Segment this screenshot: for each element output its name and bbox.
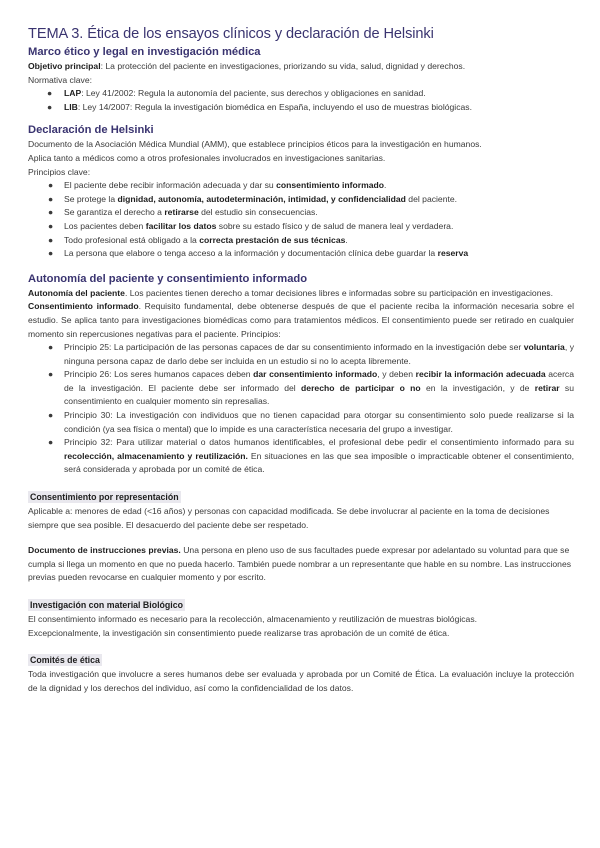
principios-list [28,179,574,261]
list-item [28,409,574,436]
representacion-heading: Consentimiento por representación [30,492,179,503]
instrucciones-previas-paragraph [28,544,574,585]
objetivo-label: Objetivo principal [28,61,101,71]
list-item-text: : Ley 14/2007: Regula la investigación biomédica en España, incluyendo el uso de muestras biológicas. [77,101,472,112]
text-bold: facilitar los datos [145,220,217,231]
helsinki-paragraph-1: Documento de la Asociación Médica Mundial (AMM), que establece principios éticos para la investigación en humanos. [28,139,482,150]
text-bold: derecho de participar o no [301,382,421,393]
list-item [28,368,574,409]
autonomia-text: . Los pacientes tienen derecho a tomar decisiones libres e informadas sobre su participación en investigaciones. [124,287,553,298]
consentimiento-paragraph [28,300,574,341]
material-biologico-heading: Investigación con material Biológico [30,600,184,610]
bullet-icon: ● [48,369,54,380]
text: Principio 26: Los seres humanos capaces deben [64,369,254,380]
list-item [28,234,574,248]
list-item-bold: LIB [64,101,78,112]
bullet-icon: ● [48,180,54,191]
text-bold: consentimiento informado [276,180,385,191]
bullet-icon: ● [48,234,54,245]
text: Principio 32: Para utilizar material o datos humanos identificables, el profesional debe pedir el consentimiento informado para su [64,437,574,448]
bullet-icon: ● [48,193,54,204]
list-item [28,341,574,368]
text: del estudio sin consecuencias. [198,207,318,218]
text-bold: dignidad, autonomía, autodeterminación, intimidad, y confidencialidad [117,193,406,204]
comites-text: Toda investigación que involucre a seres humanos debe ser evaluada y aprobada por un Comité de Ética. La evaluación incluye la protección de la dignidad y los derechos del individuo, así como la confidencialidad de los datos. [28,669,574,693]
text: El paciente debe recibir información adecuada y dar su [64,180,277,191]
objetivo-text: : La protección del paciente en investigaciones, priorizando su vida, salud, dignidad y derechos. [100,61,466,71]
text: Principio 25: La participación de las personas capaces de dar su consentimiento informado en la investigación debe ser [64,342,524,353]
bullet-icon: ● [48,342,54,353]
material-biologico-text-1: El consentimiento informado es necesario para la recolección, almacenamiento y reutilización de muestras biológicas. [28,614,478,624]
text-bold: recolección, almacenamiento y reutilización. [64,450,248,461]
section-heading-marco: Marco ético y legal en investigación médica [28,46,261,58]
text-bold: voluntaria [523,342,565,353]
helsinki-paragraph-2: Aplica tanto a médicos como a otros profesionales involucrados en investigaciones sanitarias. [28,152,386,163]
autonomia-paragraph [28,287,574,301]
list-item [28,436,574,477]
text-bold: reserva [437,248,469,259]
page-title: TEMA 3. Ética de los ensayos clínicos y declaración de Helsinki [28,26,434,42]
instrucciones-text: Una persona en pleno uso de sus facultades puede expresar por adelantado su voluntad para que se cumpla si llega un momento en que no pueda hacerlo. También puede nombrar a un representante que hable en su nombre. Las instrucciones previas pueden revocarse en cualquier momento y por escrito. [28,545,572,583]
normativa-label: Normativa clave: [28,74,92,85]
list-item [28,179,574,193]
text-bold: dar consentimiento informado [253,369,378,380]
text: del paciente. [405,193,458,204]
consentimiento-text: . Requisito fundamental, debe obtenerse después de que el paciente reciba la información necesaria sobre el estudio. Se aplica tanto para investigaciones biomédicas como para tratamientos médicos. El consentimiento puede ser retirado en cualquier momento sin repercusiones negativas para el paciente. Principios: [28,301,574,339]
bullet-icon: ● [47,88,53,99]
text-bold: retirar [534,382,560,393]
objetivo-paragraph [28,60,574,74]
text-bold: recibir la información adecuada [415,369,546,380]
list-item [28,206,574,220]
list-item [28,220,574,234]
principios-label: Principios clave: [28,166,91,177]
text-bold: retirarse [164,207,199,218]
text: su consentimiento en cualquier momento sin represalias. [64,382,575,407]
bullet-icon: ● [48,220,54,231]
text: Se garantiza el derecho a [64,207,165,218]
text-bold: correcta prestación de sus técnicas [199,234,346,245]
autonomia-label: Autonomía del paciente [28,287,125,298]
text: Todo profesional está obligado a la [64,234,200,245]
section-heading-autonomia: Autonomía del paciente y consentimiento informado [28,272,308,285]
consentimiento-label: Consentimiento informado [28,301,139,312]
text: en la investigación, y de [420,382,535,393]
material-biologico-text-2: Excepcionalmente, la investigación sin consentimiento puede realizarse tras aprobación de un comité de ética. [28,627,450,638]
comites-heading: Comités de ética [30,655,100,666]
principios-consentimiento-list [28,341,574,477]
text: La persona que elabore o tenga acceso a la información y documentación clínica debe guardar la [64,248,438,259]
text: Se protege la [64,193,118,204]
list-item [28,87,574,101]
list-item [28,193,574,207]
list-item-bold: LAP [64,88,82,99]
text: , y ninguna persona capaz de darlo debe ser incluida en un estudio si no lo acepta libremente. [64,342,574,366]
bullet-icon: ● [48,207,54,218]
text: Los pacientes deben [64,220,146,231]
text: sobre su estado físico y de salud de manera leal y verdadera. [216,220,454,231]
text: . [384,180,387,191]
text: Principio 30: La investigación con individuos que no tienen capacidad para otorgar su consentimiento solo puede realizarse si la condición (ya sea física o mental) que lo impide es una característica necesaria del grupo a investigar. [64,410,574,434]
normativa-list [28,87,574,114]
bullet-icon: ● [48,437,54,448]
instrucciones-label: Documento de instrucciones previas. [28,545,181,556]
bullet-icon: ● [47,101,53,112]
bullet-icon: ● [48,248,54,259]
list-item-text: : Ley 41/2002: Regula la autonomía del paciente, sus derechos y obligaciones en sanidad. [81,88,426,99]
section-heading-helsinki: Declaración de Helsinki [28,124,154,137]
text: . [345,234,348,245]
text: , y deben [377,369,416,380]
bullet-icon: ● [48,410,54,421]
list-item [28,247,574,261]
text: En situaciones en las que sea imposible o impracticable obtener el consentimiento, será considerada y aprobada por un comité de ética. [64,450,574,475]
list-item [28,101,574,115]
text: acerca de la investigación. El paciente debe ser informado del [64,369,575,393]
representacion-text: Aplicable a: menores de edad (<16 años) y personas con capacidad modificada. Se debe involucrar al paciente en la toma de decisiones siempre que sea posible. El desacuerdo del paciente debe ser respetado. [28,506,550,530]
